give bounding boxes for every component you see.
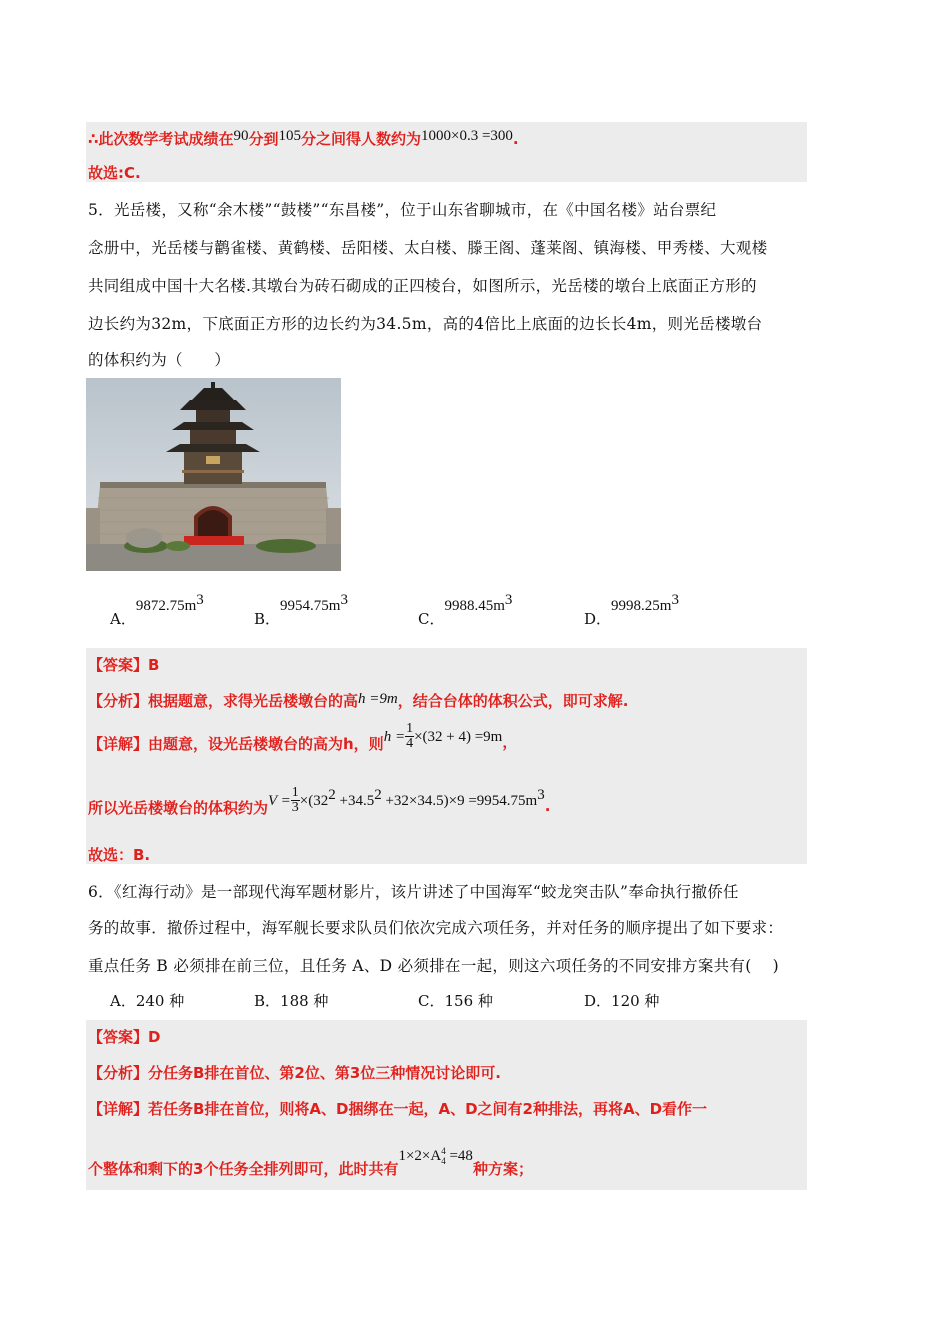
- q4-value-105: 105: [278, 128, 301, 144]
- q5-volume-end: .: [544, 797, 551, 815]
- q5-line-5: 的体积约为（ ）: [88, 351, 231, 369]
- q6-line-3: 重点任务 B 必须排在前三位，且任务 A、D 必须排在一起，则这六项任务的不同安排方案共有( ): [88, 957, 779, 975]
- q5-volume-frac-den: 3: [291, 800, 299, 815]
- q6-detail-math-a: 1×2×A: [398, 1148, 442, 1164]
- q6-detail-line-2: [88, 1144, 533, 1178]
- q5-analysis-prefix: 【分析】根据题意，求得光岳楼墩台的高: [88, 692, 359, 710]
- q6-detail-math-b: =48: [445, 1148, 473, 1164]
- q5-option-d-letter: D．: [584, 610, 612, 628]
- q4-choice: 故选:C.: [88, 164, 141, 182]
- q6-option-d-letter: D．: [584, 992, 612, 1010]
- q5-detail-h: h =: [383, 729, 406, 745]
- q4-conclusion-end: .: [512, 130, 519, 148]
- q5-volume-fraction: [291, 786, 300, 815]
- q6-option-c[interactable]: [418, 990, 493, 1011]
- q5-volume-line: [88, 786, 550, 815]
- q6-detail-perm-sup: 4: [441, 1145, 446, 1156]
- q5-analysis-suffix: ，结合台体的体积公式，即可求解.: [397, 692, 629, 710]
- q6-detail-line-1: 【详解】若任务B排在首位，则将A、D捆绑在一起，A、D之间有2种排法，再将A、D看作一: [88, 1100, 708, 1118]
- q5-volume-sup-c: 3: [537, 787, 545, 803]
- q5-analysis-math: h =9m: [358, 691, 398, 707]
- q5-volume-rest-c: +32×34.5)×9 =9954.75m: [381, 793, 538, 809]
- q5-volume-prefix: 所以光岳楼墩台的体积约为: [88, 799, 269, 817]
- q6-analysis: 【分析】分任务B排在首位、第2位、第3位三种情况讨论即可.: [88, 1064, 502, 1082]
- guangyue-tower-photo: [86, 378, 341, 571]
- q5-line-3: 共同组成中国十大名楼.其墩台为砖石砌成的正四棱台，如图所示，光岳楼的墩台上底面正方形的: [88, 277, 757, 295]
- q6-option-b[interactable]: [254, 990, 328, 1011]
- q5-volume-frac-num: 1: [291, 785, 299, 800]
- q5-answer: 【答案】B: [88, 656, 160, 674]
- q6-line-2: 务的故事．撤侨过程中，海军舰长要求队员们依次完成六项任务，并对任务的顺序提出了如下要求：: [88, 919, 784, 937]
- q5-option-b-letter: B．: [254, 610, 281, 628]
- q5-detail-frac-num: 1: [406, 721, 414, 736]
- q5-option-b-sup: 3: [340, 592, 348, 608]
- q6-option-d[interactable]: [584, 990, 659, 1011]
- q5-volume-v: V =: [268, 793, 291, 809]
- q6-option-a[interactable]: [110, 990, 184, 1011]
- q4-expression: 1000×0.3 =300: [420, 128, 513, 144]
- q5-volume-sup-a: 2: [328, 787, 336, 803]
- q5-choice: 故选：B.: [88, 846, 151, 864]
- q4-conclusion-mid2: 分之间得人数约为: [300, 130, 421, 148]
- q5-option-c-sup: 3: [504, 592, 513, 608]
- q5-option-a-value: 9872.75m: [135, 598, 197, 614]
- q5-option-b-value: 9954.75m: [280, 598, 341, 614]
- q5-volume-sup-b: 2: [374, 787, 382, 803]
- q6-option-c-letter: C．: [418, 992, 445, 1010]
- q5-detail-rest: ×(32 + 4) =9m: [414, 729, 503, 745]
- q5-detail-end: ，: [502, 733, 518, 751]
- q5-option-a-letter: A．: [110, 610, 136, 628]
- q5-analysis: [88, 690, 628, 711]
- q4-conclusion-mid1: 分到: [248, 130, 279, 148]
- q4-conclusion-line: [88, 128, 519, 149]
- q5-option-d-value: 9998.25m: [611, 598, 672, 614]
- q5-detail-prefix: 【详解】由题意，设光岳楼墩台的高为h，则: [88, 735, 384, 753]
- q6-detail-prefix: 个整体和剩下的3个任务全排列即可，此时共有: [88, 1160, 399, 1178]
- q5-option-d[interactable]: [584, 592, 679, 628]
- q5-option-a-sup: 3: [196, 592, 204, 608]
- q5-option-b[interactable]: [254, 592, 348, 628]
- q5-volume-rest-a: ×(32: [299, 793, 329, 809]
- q6-option-d-value: 120 种: [611, 992, 660, 1010]
- q6-answer: 【答案】D: [88, 1028, 161, 1046]
- q6-option-a-letter: A．: [110, 992, 136, 1010]
- q5-option-a[interactable]: [110, 592, 204, 628]
- q6-option-a-value: 240 种: [135, 992, 185, 1010]
- q5-line-4: 边长约为32m，下底面正方形的边长约为34.5m，高的4倍比上底面的边长长4m，则光岳楼墩台: [88, 315, 763, 333]
- q5-option-c-value: 9988.45m: [444, 598, 505, 614]
- q6-detail-suffix: 种方案；: [472, 1160, 533, 1178]
- q5-volume-rest-b: +34.5: [335, 793, 375, 809]
- q5-detail-frac-den: 4: [406, 736, 414, 751]
- q5-detail-fraction: [405, 722, 414, 751]
- q5-solution-box: [86, 648, 807, 864]
- q6-option-c-value: 156 种: [444, 992, 493, 1010]
- q6-detail-perm-sub: 4: [441, 1155, 446, 1166]
- q5-line-1: 5．光岳楼，又称“余木楼”“鼓楼”“东昌楼”，位于山东省聊城市，在《中国名楼》站台票纪: [88, 201, 717, 219]
- q5-option-c[interactable]: [418, 592, 513, 628]
- q5-option-c-letter: C．: [418, 610, 445, 628]
- q6-option-b-value: 188 种: [280, 992, 329, 1010]
- q5-option-d-sup: 3: [671, 592, 679, 608]
- q5-detail-line: [88, 722, 517, 751]
- q5-line-2: 念册中，光岳楼与鹳雀楼、黄鹤楼、岳阳楼、太白楼、滕王阁、蓬莱阁、镇海楼、甲秀楼、大观楼: [88, 239, 768, 257]
- q4-value-90: 90: [233, 128, 249, 144]
- q6-line-1: 6．《红海行动》是一部现代海军题材影片，该片讲述了中国海军“蛟龙突击队”奉命执行撤侨任: [88, 883, 739, 901]
- q6-option-b-letter: B．: [254, 992, 281, 1010]
- q4-conclusion-prefix: ∴此次数学考试成绩在: [88, 130, 234, 148]
